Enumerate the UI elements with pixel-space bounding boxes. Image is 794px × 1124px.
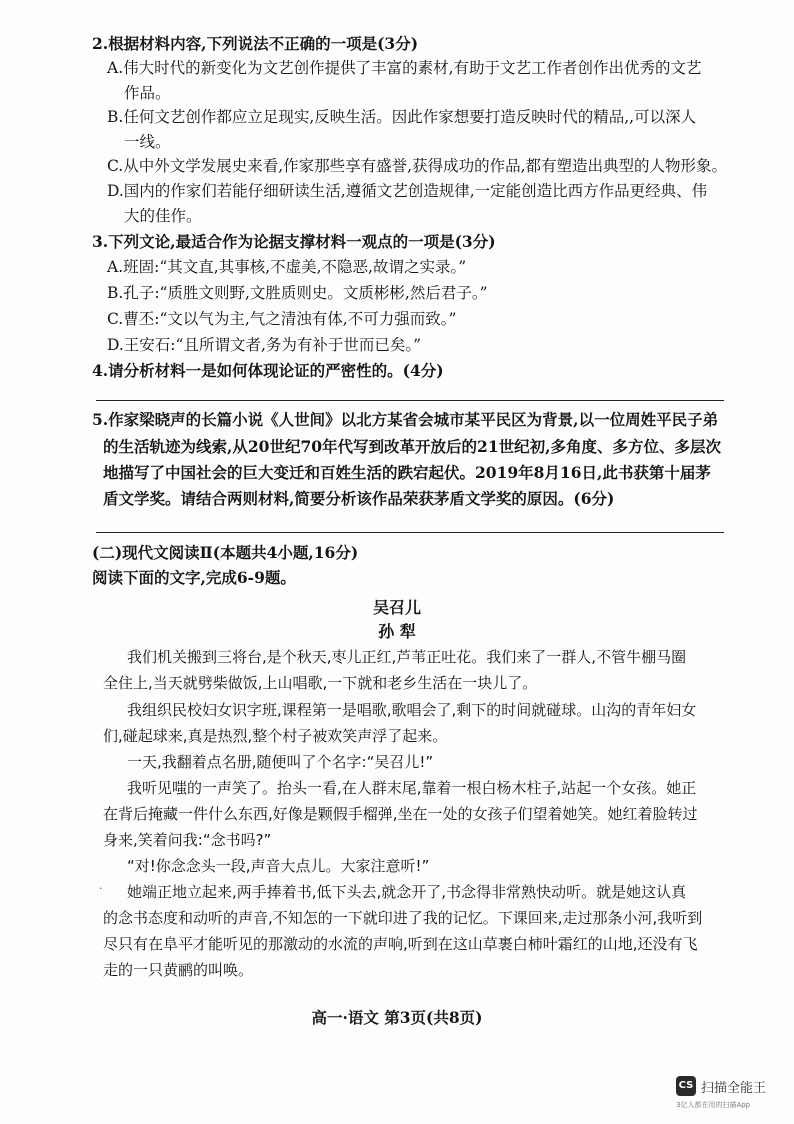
story-paragraph-3: 一天,我翻着点名册,随便叫了个名字:“吴召儿!”	[127, 753, 434, 771]
q3-option-b: B.孔子:“质胜文则野,文胜质则史。文质彬彬,然后君子。”	[107, 284, 488, 302]
section-2-header: (二)现代文阅读Ⅱ(本题共4小题,16分)	[92, 543, 359, 562]
q3-option-c: C.曹丕:“文以气为主,气之清浊有体,不可力强而致。”	[107, 310, 457, 328]
story-paragraph-6-cont-2: 尽只有在阜平才能听见的那激动的水流的声响,听到在这山草裹白柿叶霜红的山地,还没有飞	[103, 935, 698, 953]
question-5-line-2: 的生活轨迹为线索,从20世纪70年代写到改革开放后的21世纪初,多角度、多方位、多层次	[103, 437, 722, 456]
page-footer: 高一·语文 第3页(共8页)	[311, 1008, 483, 1027]
story-paragraph-1-cont: 全住上,当天就劈柴做饭,上山唱歌,一下就和老乡生活在一块儿了。	[103, 674, 538, 692]
q3-option-d: D.王安石:“且所谓文者,务为有补于世而已矣。”	[107, 336, 422, 354]
story-paragraph-2: 我组织民校妇女识字班,课程第一是唱歌,歌唱会了,剩下的时间就碰球。山沟的青年妇女	[127, 701, 697, 719]
story-paragraph-6-cont-3: 走的一只黄鹂的叫唤。	[103, 961, 254, 979]
story-title: 吴召儿	[372, 598, 421, 617]
q2-option-d: D.国内的作家们若能仔细研读生活,遵循文艺创造规律,一定能创造比西方作品更经典、伟	[107, 182, 708, 200]
section-2-instruction: 阅读下面的文字,完成6-9题。	[92, 568, 296, 587]
story-author: 孙 犁	[378, 622, 416, 641]
story-paragraph-6: 她端正地立起来,两手捧着书,低下头去,就念开了,书念得非常熟快动听。就是她这认真	[127, 883, 687, 901]
q2-option-b: B.任何文艺创作都应立足现实,反映生活。因此作家想要打造反映时代的精品,,可以深人	[107, 108, 697, 126]
question-5-line-3: 地描写了中国社会的巨大变迁和百姓生活的跌宕起伏。2019年8月16日,此书获第十届茅	[103, 463, 711, 482]
answer-line-q4	[96, 400, 724, 401]
question-2-stem: 2.根据材料内容,下列说法不正确的一项是(3分)	[92, 34, 419, 53]
answer-line-q5	[96, 532, 724, 533]
story-paragraph-6-cont-1: 的念书态度和动听的声音,不知怎的一下就印进了我的记忆。下课回来,走过那条小河,我听到	[103, 909, 703, 927]
story-paragraph-5: “对!你念念头一段,声音大点儿。大家注意听!”	[127, 857, 430, 875]
watermark-app-name: 扫描全能王	[701, 1081, 767, 1096]
question-5-line-4: 盾文学奖。请结合两则材料,简要分析该作品荣获茅盾文学奖的原因。(6分)	[103, 489, 615, 508]
question-3-stem: 3.下列文论,最适合作为论据支撑材料一观点的一项是(3分)	[92, 232, 496, 251]
story-paragraph-4: 我听见嗤的一声笑了。抬头一看,在人群末尾,靠着一根白杨木柱子,站起一个女孩。她正	[127, 779, 697, 797]
story-paragraph-2-cont: 们,碰起球来,真是热烈,整个村子被欢笑声浮了起来。	[103, 727, 448, 745]
story-paragraph-4-cont-2: 身来,笑着问我:“念书吗?”	[103, 831, 272, 849]
question-5-line-1: 5.作家梁晓声的长篇小说《人世间》以北方某省会城市某平民区为背景,以一位周姓平民子弟	[92, 410, 719, 429]
scan-speck: ·	[99, 882, 103, 895]
question-4-stem: 4.请分析材料一是如何体现论证的严密性的。(4分)	[92, 361, 444, 380]
watermark-tagline: 3亿人都在用的扫描App	[676, 1101, 751, 1109]
camscanner-logo-icon: CS	[676, 1076, 696, 1096]
q3-option-a: A.班固:“其文直,其事核,不虚美,不隐恶,故谓之实录。”	[107, 258, 467, 276]
story-paragraph-1: 我们机关搬到三将台,是个秋天,枣儿正红,芦苇正吐花。我们来了一群人,不管牛棚马圈	[127, 648, 687, 666]
q2-option-d-cont: 大的佳作。	[124, 207, 202, 225]
q2-option-c: C.从中外文学发展史来看,作家那些享有盛誉,获得成功的作品,都有塑造出典型的人物形象。	[107, 157, 728, 175]
q2-option-a: A.伟大时代的新变化为文艺创作提供了丰富的素材,有助于文艺工作者创作出优秀的文艺	[107, 59, 702, 77]
story-paragraph-4-cont-1: 在背后掩藏一件什么东西,好像是颗假手榴弹,坐在一处的女孩子们望着她笑。她红着脸转过	[103, 805, 698, 823]
q2-option-b-cont: 一线。	[124, 133, 171, 151]
q2-option-a-cont: 作品。	[124, 84, 171, 102]
